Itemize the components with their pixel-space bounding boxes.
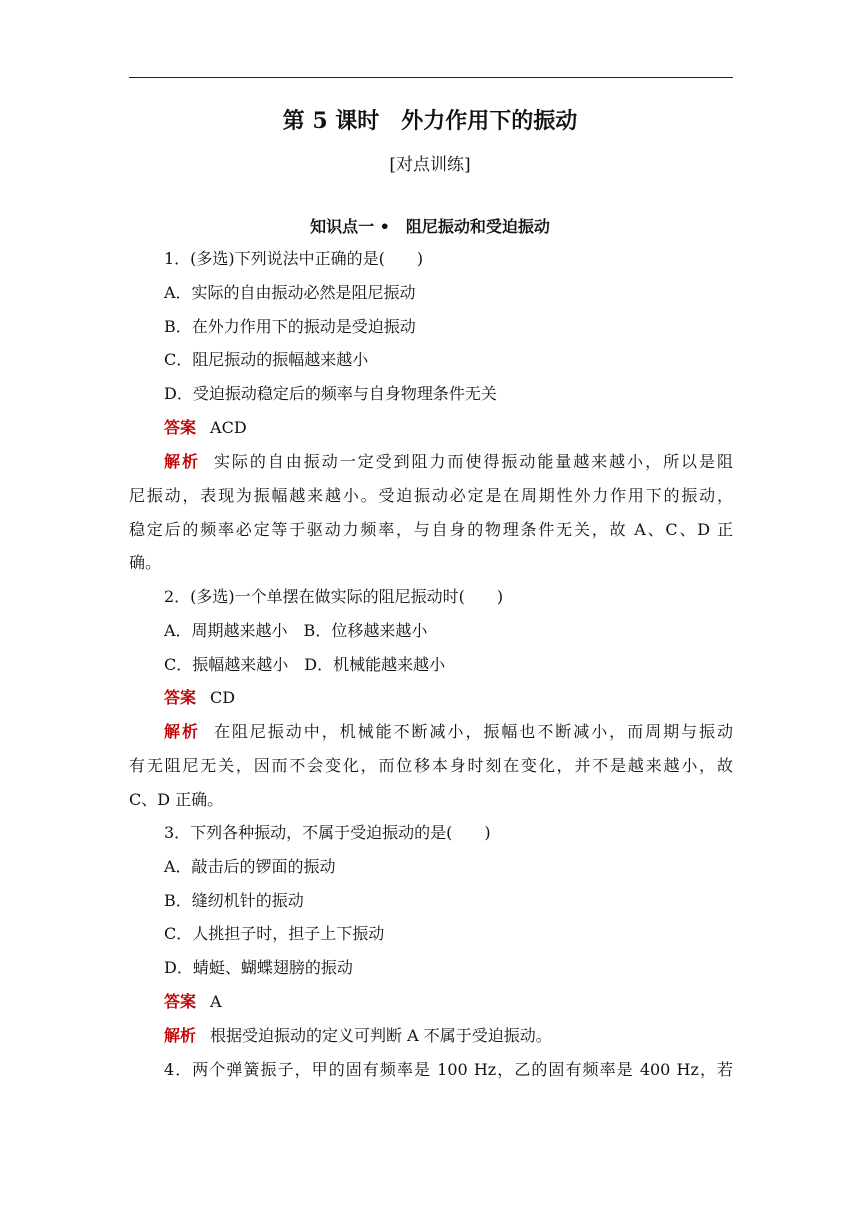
- header-rule: [129, 77, 733, 78]
- q3-option-a: A．敲击后的锣面的振动: [164, 857, 336, 876]
- analysis-label: 解析: [164, 452, 200, 471]
- lesson-title: 第 5 课时 外力作用下的振动: [282, 108, 578, 134]
- q1-analysis-line-3: 稳定后的频率必定等于驱动力频率，与自身的物理条件无关，故 A、C、D 正: [129, 520, 733, 539]
- q2-analysis-line-3: C、D 正确。: [129, 790, 224, 809]
- q1-option-b: B．在外力作用下的振动是受迫振动: [164, 317, 416, 336]
- exercise-subtitle: [对点训练]: [389, 155, 471, 175]
- q2-answer: [164, 687, 235, 709]
- q3-option-b: B．缝纫机针的振动: [164, 891, 304, 910]
- answer-label: 答案: [164, 688, 197, 707]
- q1-option-c: C．阻尼振动的振幅越来越小: [164, 350, 369, 369]
- section-heading: 知识点一 • 阻尼振动和受迫振动: [310, 217, 550, 236]
- q2-stem: 2．(多选)一个单摆在做实际的阻尼振动时( ): [164, 587, 504, 606]
- q2-analysis-line-2: 有无阻尼无关，因而不会变化，而位移本身时刻在变化，并不是越来越小，故: [129, 756, 733, 775]
- answer-label: 答案: [164, 418, 197, 437]
- q1-answer-value: ACD: [210, 418, 247, 437]
- analysis-label: 解析: [164, 722, 200, 741]
- q1-analysis-line-1: 解析 实际的自由振动一定受到阻力而使得振动能量越来越小，所以是阻: [164, 452, 733, 471]
- q4-stem: 4．两个弹簧振子，甲的固有频率是 100 Hz，乙的固有频率是 400 Hz，若: [164, 1060, 733, 1079]
- q3-answer-value: A: [210, 992, 222, 1011]
- q3-option-c: C．人挑担子时，担子上下振动: [164, 924, 385, 943]
- q2-answer-value: CD: [210, 688, 236, 707]
- q1-option-d: D．受迫振动稳定后的频率与自身物理条件无关: [164, 384, 497, 403]
- q3-analysis: 解析 根据受迫振动的定义可判断 A 不属于受迫振动。: [164, 1026, 552, 1045]
- q1-analysis-line-4: 确。: [129, 553, 162, 572]
- q1-stem: 1．(多选)下列说法中正确的是( ): [164, 249, 424, 268]
- q1-analysis-line-2: 尼振动，表现为振幅越来越小。受迫振动必定是在周期性外力作用下的振动，: [129, 486, 733, 505]
- q3-option-d: D．蜻蜓、蝴蝶翅膀的振动: [164, 958, 353, 977]
- answer-label: 答案: [164, 992, 197, 1011]
- q3-answer: [164, 991, 222, 1013]
- q2-options-ab: A．周期越来越小 B．位移越来越小: [164, 621, 428, 640]
- q2-options-cd: C．振幅越来越小 D．机械能越来越小: [164, 655, 446, 674]
- q2-analysis-line-1: 解析 在阻尼振动中，机械能不断减小，振幅也不断减小，而周期与振动: [164, 722, 733, 741]
- q3-stem: 3．下列各种振动，不属于受迫振动的是( ): [164, 823, 491, 842]
- q1-answer: [164, 417, 247, 439]
- analysis-label: 解析: [164, 1026, 197, 1045]
- q1-option-a: A．实际的自由振动必然是阻尼振动: [164, 283, 416, 302]
